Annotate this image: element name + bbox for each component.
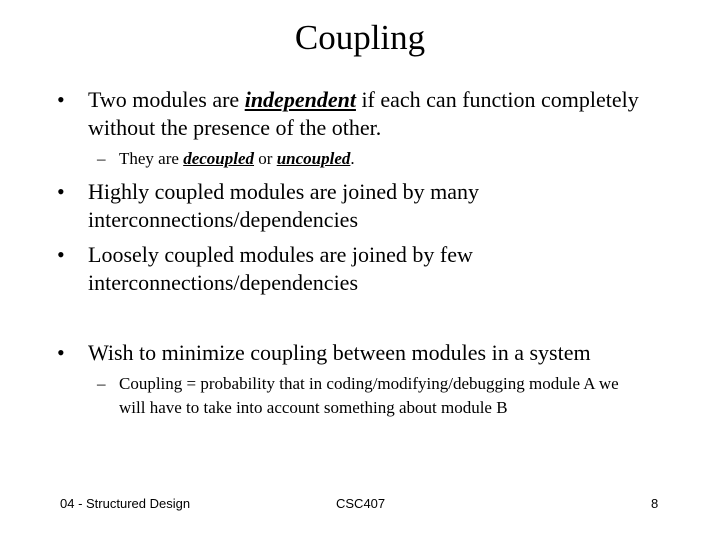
bullet-text: Highly coupled modules are joined by many interconnections/dependencies — [88, 179, 480, 232]
bullet-text-after: if each can function completely without the presence of the other. — [88, 87, 639, 140]
subbullet-coupling-definition — [97, 372, 619, 420]
bullet-text-before: Two modules are — [88, 87, 245, 112]
bullet-highly-coupled — [57, 178, 688, 234]
footer-course-code: CSC407 — [336, 496, 386, 511]
dash-marker: – — [97, 149, 106, 168]
sub-text-before: They are — [119, 149, 184, 168]
slide-title: Coupling — [294, 18, 426, 57]
emphasis-decoupled: decoupled — [183, 149, 255, 168]
sub-text-after: . — [350, 149, 355, 168]
emphasis-uncoupled: uncoupled — [276, 149, 351, 168]
bullet-text: Wish to minimize coupling between modules in a system — [88, 340, 591, 365]
bullet-marker: • — [57, 87, 65, 112]
bullet-marker: • — [57, 340, 65, 365]
bullet-marker: • — [57, 179, 65, 204]
emphasis-independent: independent — [244, 87, 356, 112]
footer-section-label: 04 - Structured Design — [60, 496, 191, 511]
footer-page-number: 8 — [651, 496, 659, 511]
bullet-marker: • — [57, 242, 65, 267]
bullet-text: Loosely coupled modules are joined by few interconnections/dependencies — [88, 242, 473, 295]
dash-marker: – — [97, 374, 106, 393]
bullet-minimize-coupling — [57, 339, 688, 367]
bullet-independent — [57, 86, 688, 142]
sub-text: Coupling = probability that in coding/modifying/debugging module A we will have to take into account something about module B — [119, 374, 619, 417]
subbullet-decoupled — [97, 147, 659, 171]
sub-text-middle: or — [254, 149, 277, 168]
bullet-loosely-coupled — [57, 241, 688, 297]
